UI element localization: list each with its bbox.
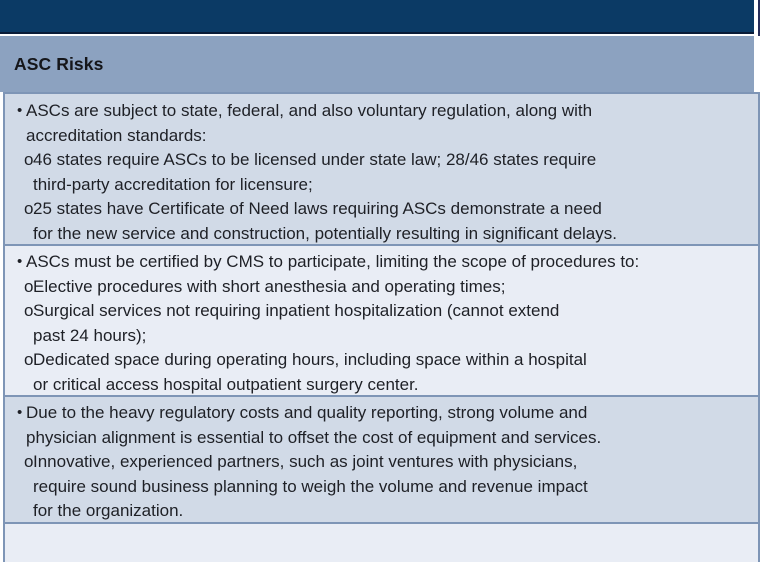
bullet-marker: •	[17, 102, 23, 119]
sub-bullet-item	[5, 148, 758, 197]
sub-bullet-marker: o	[24, 350, 34, 369]
text-line: for the new service and construction, potentially resulting in significant delays.	[33, 223, 617, 243]
bullet-marker: •	[17, 253, 23, 270]
table-row	[5, 397, 758, 524]
text-line: physician alignment is essential to offset the cost of equipment and services.	[26, 427, 602, 447]
bullet-item	[5, 250, 758, 275]
text-line: for the organization.	[33, 501, 184, 520]
text-line: Innovative, experienced partners, such as joint ventures with physicians,	[33, 452, 578, 471]
sub-bullet-item	[5, 197, 758, 246]
text-line: Dedicated space during operating hours, including space within a hospital	[33, 350, 587, 369]
text-line: ASCs are subject to state, federal, and also voluntary regulation, along with	[26, 101, 593, 120]
text-line: ASCs must be certified by CMS to participate, limiting the scope of procedures to:	[26, 252, 640, 271]
table-row	[5, 94, 758, 246]
table-row	[5, 246, 758, 397]
text-line: or critical access hospital outpatient surgery center.	[33, 374, 419, 394]
sub-bullet-item	[5, 348, 758, 397]
text-line: Elective procedures with short anesthesia and operating times;	[33, 276, 506, 296]
text-line: Due to the heavy regulatory costs and quality reporting, strong volume and	[26, 403, 588, 422]
bullet-marker: •	[17, 404, 23, 421]
sub-bullet-marker: o	[24, 150, 34, 169]
text-line: accreditation standards:	[26, 125, 207, 145]
text-line: require sound business planning to weigh the volume and revenue impact	[33, 476, 588, 496]
sub-bullet-item	[5, 450, 758, 524]
text-line: 25 states have Certificate of Need laws requiring ASCs demonstrate a need	[33, 199, 602, 218]
sub-bullet-item	[5, 275, 758, 300]
sub-bullet-marker: o	[24, 199, 34, 218]
sub-bullet-marker: o	[24, 452, 34, 471]
table-body	[3, 92, 760, 562]
sub-bullet-marker: o	[24, 301, 34, 320]
text-line: Surgical services not requiring inpatient hospitalization (cannot extend	[33, 301, 560, 320]
sub-bullet-marker: o	[24, 276, 34, 296]
right-rule-top-segment	[758, 0, 760, 36]
bullet-item	[5, 99, 758, 148]
text-line: past 24 hours);	[33, 325, 147, 345]
bullet-item	[5, 401, 758, 450]
sub-bullet-item	[5, 299, 758, 348]
top-navy-band	[0, 0, 754, 34]
table-row-empty	[5, 524, 758, 562]
text-line: 46 states require ASCs to be licensed under state law; 28/46 states require	[33, 150, 597, 169]
table-header-row	[0, 36, 754, 92]
table-title: ASC Risks	[14, 53, 104, 74]
text-line: third-party accreditation for licensure;	[33, 174, 313, 194]
